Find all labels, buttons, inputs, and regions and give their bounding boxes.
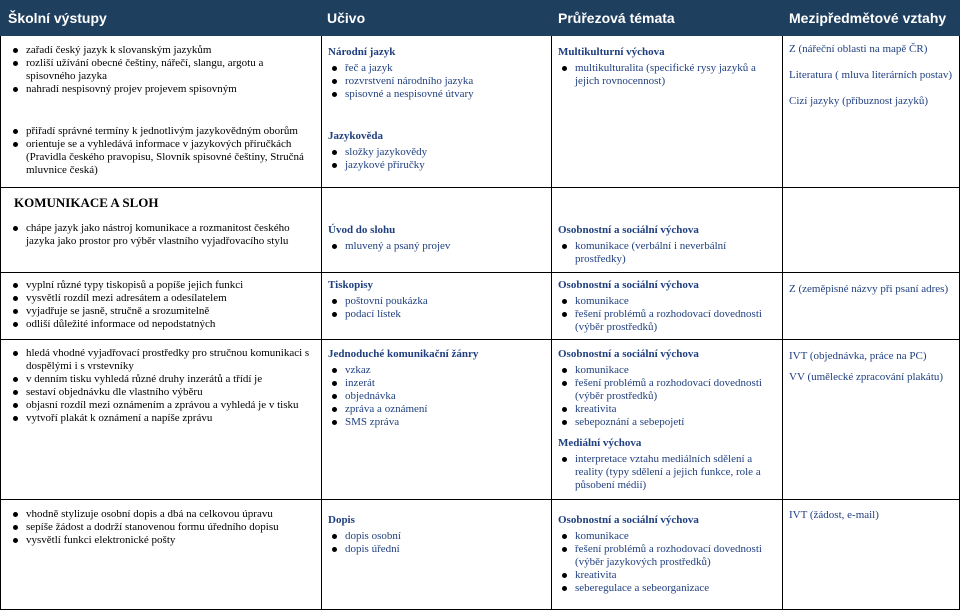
list-item: dopis úřední	[328, 543, 544, 556]
relations-cell	[789, 43, 955, 108]
list-item: sepíše žádost a dodrží stanovenou formu úředního dopisu	[8, 521, 313, 534]
outcomes-cell	[8, 222, 313, 248]
relation-text: VV (umělecké zpracování plakátu)	[789, 371, 944, 383]
grid-line	[0, 36, 1, 610]
list-item: vhodně stylizuje osobní dopis a dbá na celkovou úpravu	[8, 508, 313, 521]
grid-line	[0, 272, 960, 273]
outcomes-cell	[8, 347, 313, 425]
theme-heading: Multikulturní výchova	[558, 46, 665, 58]
theme-heading: Osobnostní a sociální výchova	[558, 348, 699, 360]
section-title: KOMUNIKACE A SLOH	[14, 195, 159, 210]
curriculum-cell	[328, 224, 544, 253]
relations-cell	[789, 283, 955, 296]
outcomes-cell	[8, 125, 313, 177]
list-item: spisovné a nespisovné útvary	[328, 88, 544, 101]
list-item: řeč a jazyk	[328, 62, 544, 75]
list-item: jazykové příručky	[328, 159, 544, 172]
curriculum-heading: Národní jazyk	[328, 46, 396, 58]
list-item: vysvětlí funkci elektronické pošty	[8, 534, 313, 547]
list-item: v denním tisku vyhledá různé druhy inzerátů a třídí je	[8, 373, 313, 386]
grid-line	[321, 36, 322, 610]
list-item: komunikace (verbální i neverbální prostředky)	[558, 240, 776, 266]
relation-text: Cizí jazyky (příbuznost jazyků)	[789, 95, 928, 107]
list-item: multikulturalita (specifické rysy jazyků a jejich rovnocennost)	[558, 62, 776, 88]
grid-line	[0, 339, 960, 340]
header-relations: Mezipředmětové vztahy	[789, 10, 947, 26]
grid-line	[0, 499, 960, 500]
curriculum-cell	[328, 46, 544, 101]
list-item: inzerát	[328, 377, 544, 390]
themes-cell	[558, 514, 776, 595]
list-item: přiřadí správné termíny k jednotlivým jazykovědným oborům	[8, 125, 313, 138]
grid-line	[0, 187, 960, 188]
list-item: hledá vhodné vyjadřovací prostředky pro stručnou komunikaci s dospělými i s vrstevníky	[8, 347, 313, 373]
list-item: zařadí český jazyk k slovanským jazykům	[8, 44, 313, 57]
theme-heading: Mediální výchova	[558, 437, 642, 449]
grid-line	[782, 36, 783, 610]
curriculum-cell	[328, 279, 544, 321]
list-item: poštovní poukázka	[328, 295, 544, 308]
list-item: objasní rozdíl mezi oznámením a zprávou a vyhledá je v tisku	[8, 399, 313, 412]
list-item: interpretace vztahu mediálních sdělení a reality (typy sdělení a jejich funkce, role a působení médií)	[558, 453, 776, 492]
list-item: sebepoznání a sebepojetí	[558, 416, 776, 429]
list-item: dopis osobní	[328, 530, 544, 543]
list-item: seberegulace a sebeorganizace	[558, 582, 776, 595]
curriculum-cell	[328, 130, 544, 172]
curriculum-cell	[328, 514, 544, 556]
header-curriculum: Učivo	[327, 10, 366, 26]
list-item: rozvrstvení národního jazyka	[328, 75, 544, 88]
list-item: nahradí nespisovný projev projevem spisovným	[8, 83, 313, 96]
list-item: řešení problémů a rozhodovací dovednosti (výběr prostředků)	[558, 308, 776, 334]
list-item: mluvený a psaný projev	[328, 240, 544, 253]
list-item: komunikace	[558, 364, 776, 377]
list-item: podací lístek	[328, 308, 544, 321]
list-item: komunikace	[558, 295, 776, 308]
relation-text: Z (zeměpisné názvy při psaní adres)	[789, 283, 949, 295]
list-item: vytvoří plakát k oznámení a napíše zprávu	[8, 412, 313, 425]
header-outcomes: Školní výstupy	[8, 10, 107, 26]
list-item: složky jazykovědy	[328, 146, 544, 159]
curriculum-heading: Jednoduché komunikační žánry	[328, 348, 479, 360]
curriculum-heading: Úvod do slohu	[328, 224, 396, 236]
themes-cell	[558, 46, 776, 88]
relation-text: IVT (žádost, e-mail)	[789, 509, 879, 521]
curriculum-heading: Tiskopisy	[328, 279, 374, 291]
list-item: kreativita	[558, 403, 776, 416]
list-item: orientuje se a vyhledává informace v jazykových příručkách (Pravidla českého pravopisu, Slovník spisovné češtiny, Stručná mluvnice česká)	[8, 138, 313, 177]
relations-cell	[789, 509, 955, 522]
relations-cell	[789, 350, 955, 384]
list-item: rozliší užívání obecné češtiny, nářečí, slangu, argotu a spisovného jazyka	[8, 57, 313, 83]
header-themes: Průřezová témata	[558, 10, 675, 26]
grid-line	[551, 36, 552, 610]
relation-text: Z (nářeční oblasti na mapě ČR)	[789, 43, 928, 55]
list-item: řešení problémů a rozhodovací dovednosti (výběr prostředků)	[558, 377, 776, 403]
relation-text: IVT (objednávka, práce na PC)	[789, 350, 927, 362]
list-item: objednávka	[328, 390, 544, 403]
list-item: chápe jazyk jako nástroj komunikace a rozmanitost českého jazyka jako prostor pro výběr vlastního vyjadřovacího stylu	[8, 222, 313, 248]
table-header	[0, 0, 960, 36]
list-item: vysvětlí rozdíl mezi adresátem a odesílatelem	[8, 292, 313, 305]
themes-cell	[558, 348, 776, 492]
list-item: vyplní různé typy tiskopisů a popíše jejich funkci	[8, 279, 313, 292]
list-item: SMS zpráva	[328, 416, 544, 429]
list-item: sestaví objednávku dle vlastního výběru	[8, 386, 313, 399]
curriculum-heading: Dopis	[328, 514, 355, 526]
list-item: kreativita	[558, 569, 776, 582]
themes-cell	[558, 224, 776, 266]
theme-heading: Osobnostní a sociální výchova	[558, 514, 699, 526]
outcomes-cell	[8, 279, 313, 331]
relation-text: Literatura ( mluva literárních postav)	[789, 69, 953, 81]
list-item: komunikace	[558, 530, 776, 543]
list-item: zpráva a oznámení	[328, 403, 544, 416]
curriculum-heading: Jazykověda	[328, 130, 383, 142]
outcomes-cell	[8, 508, 313, 547]
theme-heading: Osobnostní a sociální výchova	[558, 279, 699, 291]
list-item: vyjadřuje se jasně, stručně a srozumitelně	[8, 305, 313, 318]
outcomes-cell	[8, 44, 313, 96]
list-item: řešení problémů a rozhodovací dovednosti (výběr jazykových prostředků)	[558, 543, 776, 569]
list-item: odliší důležité informace od nepodstatných	[8, 318, 313, 331]
themes-cell	[558, 279, 776, 334]
list-item: vzkaz	[328, 364, 544, 377]
theme-heading: Osobnostní a sociální výchova	[558, 224, 699, 236]
curriculum-cell	[328, 348, 544, 429]
